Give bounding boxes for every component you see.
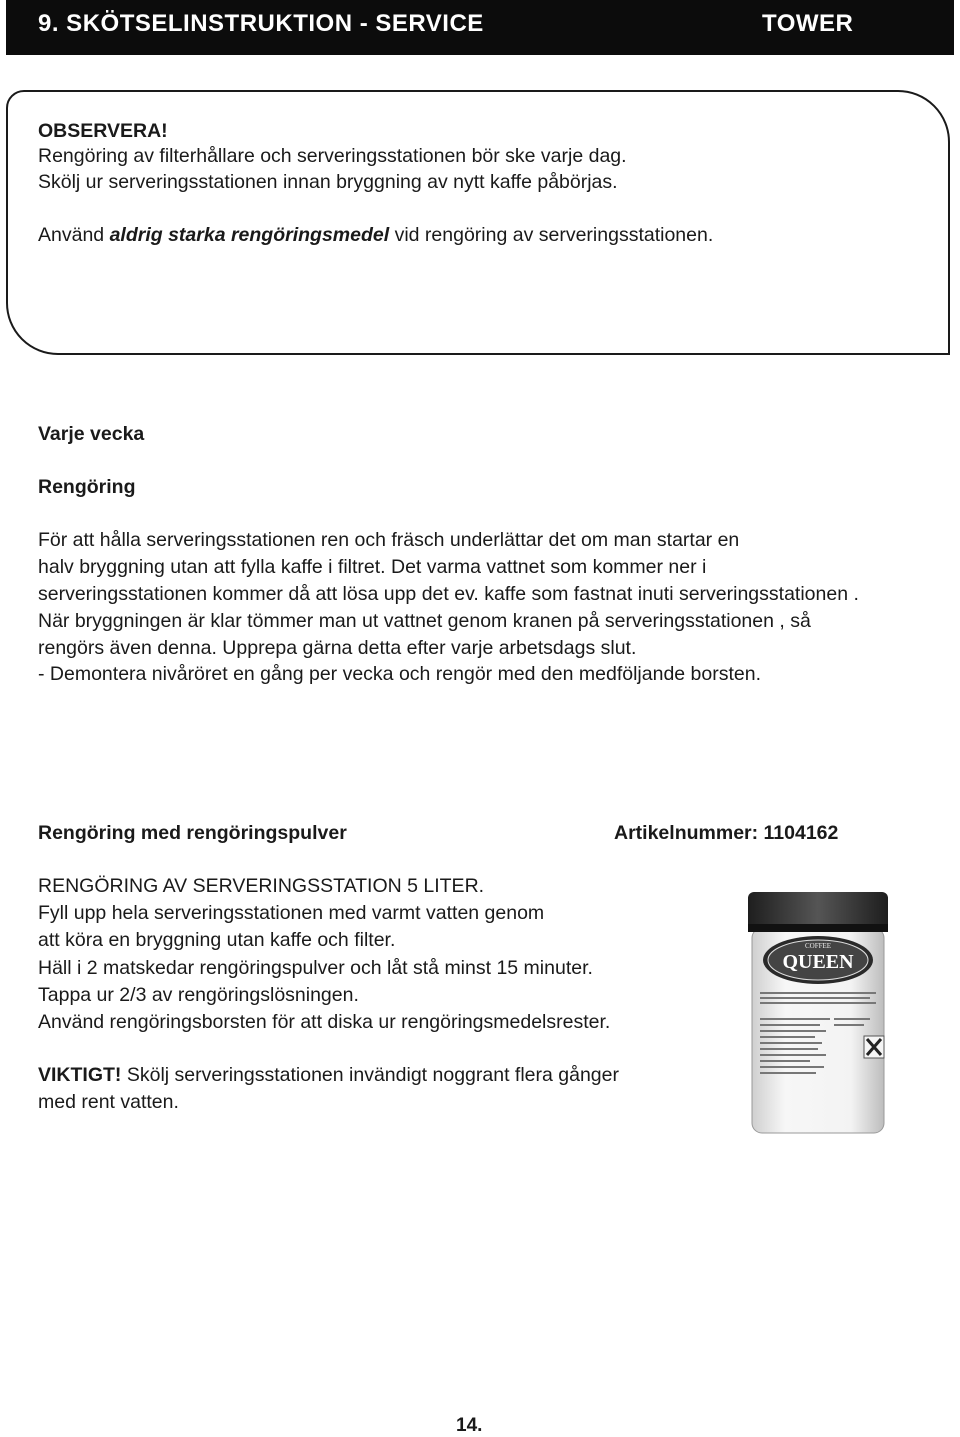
weekly-line: rengörs även denna. Upprepa gärna detta efter varje arbetsdags slut. [38,637,637,659]
section-title: 9. SKÖTSELINSTRUKTION - SERVICE [38,10,484,37]
powder-line: Tappa ur 2/3 av rengöringslösningen. [38,984,359,1006]
notice-line-3-prefix: Använd [38,224,110,246]
weekly-line: För att hålla serveringsstationen ren och fräsch underlättar det om man startar en [38,529,740,551]
powder-line: Häll i 2 matskedar rengöringspulver och låt stå minst 15 minuter. [38,957,593,979]
powder-heading: Rengöring med rengöringspulver [38,822,347,844]
important-note [38,1062,619,1089]
powder-line: Fyll upp hela serveringsstationen med varmt vatten genom [38,902,545,924]
weekly-line: serveringsstationen kommer då att lösa upp det ev. kaffe som fastnat inuti serveringsstationen . [38,583,859,605]
notice-line-2: Skölj ur serveringsstationen innan bryggning av nytt kaffe påbörjas. [38,171,618,193]
weekly-subheading: Rengöring [38,476,136,498]
article-number: Artikelnummer: 1104162 [614,822,839,844]
weekly-line: När bryggningen är klar tömmer man ut vattnet genom kranen på serveringsstationen , så [38,610,811,632]
notice-line-3-suffix: vid rengöring av serveringsstationen. [389,224,714,246]
model-name: TOWER [762,10,854,37]
powder-line: att köra en bryggning utan kaffe och filter. [38,929,396,951]
notice-emphasis: aldrig starka rengöringsmedel [109,224,390,246]
weekly-line: - Demontera nivåröret en gång per vecka och rengör med den medföljande borsten. [38,663,762,685]
notice-line-1: Rengöring av filterhållare och serveringsstationen bör ske varje dag. [38,145,627,167]
important-note-line-2: med rent vatten. [38,1091,179,1113]
weekly-line: halv bryggning utan att fylla kaffe i filtret. Det varma vattnet som kommer ner i [38,556,707,578]
powder-line: RENGÖRING AV SERVERINGSSTATION 5 LITER. [38,875,485,897]
weekly-heading: Varje vecka [38,423,145,445]
page-number: 14. [456,1415,483,1436]
logo-top: COFFEE [804,942,832,950]
powder-line: Använd rengöringsborsten för att diska ur rengöringsmedelsrester. [38,1011,611,1033]
cleaning-powder-jar-image [738,878,898,1138]
notice-heading: OBSERVERA! [38,120,168,142]
important-text: Skölj serveringsstationen invändigt noggrant flera gånger [121,1064,619,1086]
logo-brand: QUEEN [782,951,854,973]
notice-line-3 [38,222,713,249]
important-label: VIKTIGT! [38,1064,122,1086]
